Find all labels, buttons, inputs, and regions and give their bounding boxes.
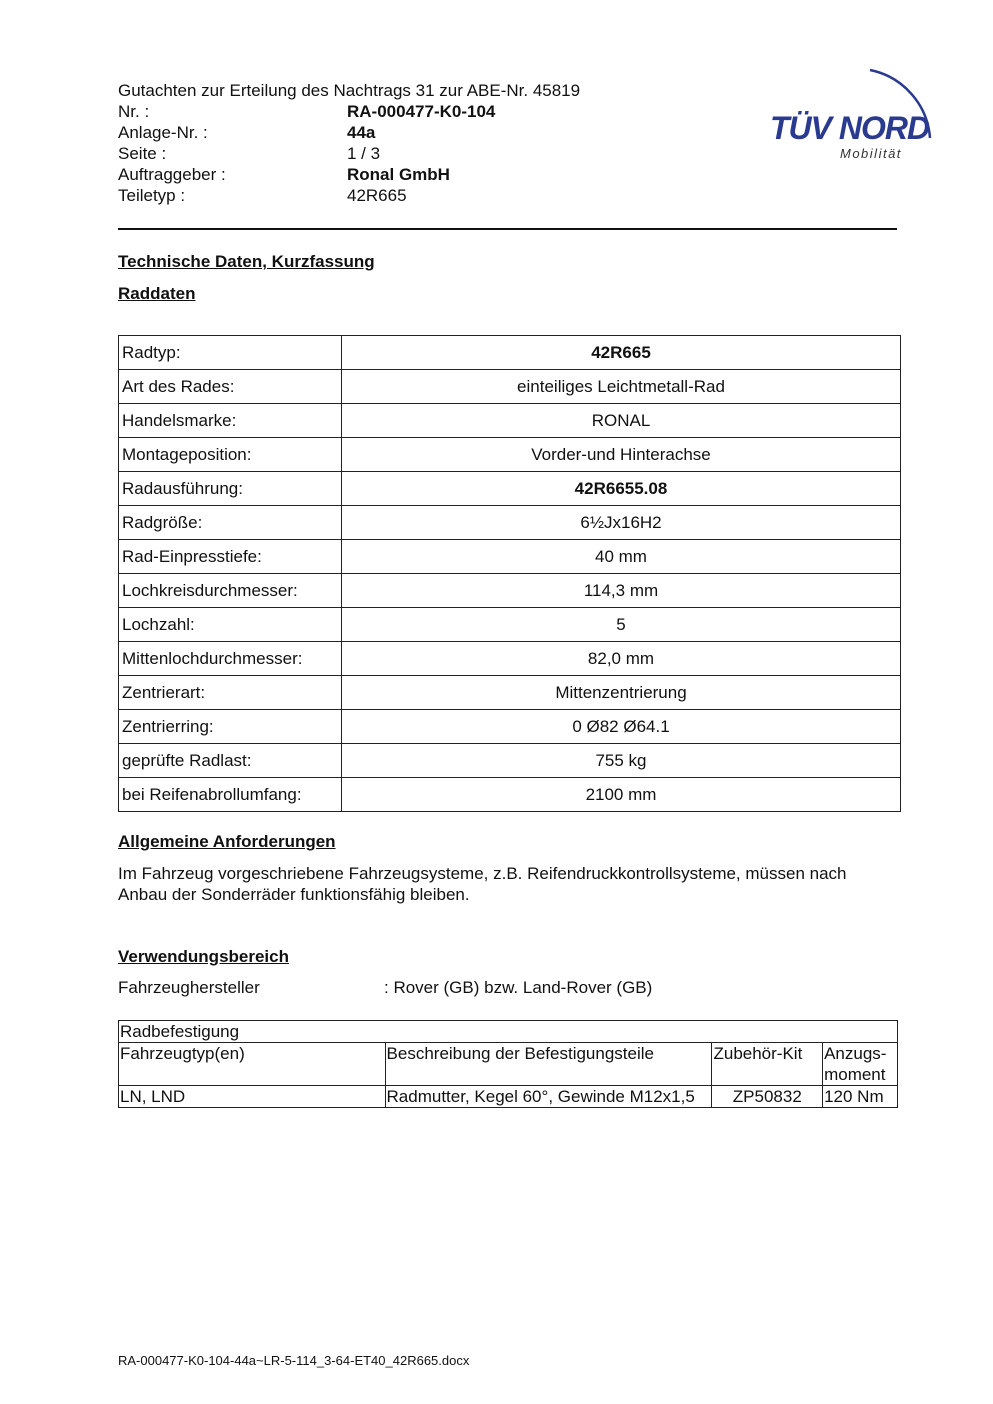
document-title: Gutachten zur Erteilung des Nachtrags 31 zur ABE-Nr. 45819: [118, 81, 581, 100]
header-value: 1 / 3: [347, 144, 381, 163]
fahrzeughersteller-value: : Rover (GB) bzw. Land-Rover (GB): [384, 978, 653, 997]
allgemein-paragraph: Im Fahrzeug vorgeschriebene Fahrzeugsysteme, z.B. Reifendruckkontrollsysteme, müssen nach Anbau der Sonderräder funktionsfähig bleiben.: [118, 864, 847, 904]
table-row: [119, 608, 901, 642]
row-label: bei Reifenabrollumfang:: [119, 778, 342, 812]
table-row: [119, 370, 901, 404]
header-row-nr: [118, 101, 758, 122]
heading-technische-daten: Technische Daten, Kurzfassung: [118, 252, 375, 271]
header-label: Seite :: [118, 144, 167, 163]
heading-raddaten: Raddaten: [118, 284, 196, 303]
column-header: Beschreibung der Befestigungsteile: [385, 1043, 712, 1086]
fahrzeughersteller-label: Fahrzeughersteller: [118, 978, 260, 997]
header-divider: [118, 228, 897, 230]
row-label: Handelsmarke:: [119, 404, 342, 438]
row-label: Lochzahl:: [119, 608, 342, 642]
row-value: 6½Jx16H2: [342, 506, 901, 540]
logo-subtitle: Mobilität: [840, 146, 902, 161]
radbefestigung-table: [118, 1020, 898, 1108]
cell-beschreibung: Radmutter, Kegel 60°, Gewinde M12x1,5: [385, 1086, 712, 1108]
row-value: 5: [342, 608, 901, 642]
row-label: Art des Rades:: [119, 370, 342, 404]
header-label: Nr. :: [118, 102, 150, 121]
cell-anzugsmoment: 120 Nm: [823, 1086, 898, 1108]
header-value: Ronal GmbH: [347, 165, 450, 184]
row-value: einteiliges Leichtmetall-Rad: [342, 370, 901, 404]
header-value: RA-000477-K0-104: [347, 102, 496, 121]
row-label: Mittenlochdurchmesser:: [119, 642, 342, 676]
header-label: Auftraggeber :: [118, 165, 226, 184]
table-row: [119, 1086, 898, 1108]
document-header: [118, 80, 758, 206]
header-label: Teiletyp :: [118, 186, 186, 205]
row-value: 114,3 mm: [342, 574, 901, 608]
header-value: 42R665: [347, 186, 407, 205]
table-row: [119, 404, 901, 438]
raddaten-table: [118, 335, 901, 812]
header-row-anlage: [118, 122, 758, 143]
table-row: [119, 744, 901, 778]
table-title-row: [119, 1021, 898, 1043]
row-value: 82,0 mm: [342, 642, 901, 676]
table-row: [119, 336, 901, 370]
row-value: 42R6655.08: [342, 472, 901, 506]
radbefestigung-title: Radbefestigung: [119, 1021, 898, 1043]
table-header-row: [119, 1043, 898, 1086]
table-row: [119, 438, 901, 472]
row-value: Vorder-und Hinterachse: [342, 438, 901, 472]
column-header: Fahrzeugtyp(en): [119, 1043, 386, 1086]
tuv-nord-logo: [770, 60, 950, 170]
row-value: RONAL: [342, 404, 901, 438]
row-label: Zentrierring:: [119, 710, 342, 744]
table-row: [119, 778, 901, 812]
table-row: [119, 506, 901, 540]
row-label: Rad-Einpresstiefe:: [119, 540, 342, 574]
row-label: Radgröße:: [119, 506, 342, 540]
row-label: Radtyp:: [119, 336, 342, 370]
heading-allgemeine-anforderungen: Allgemeine Anforderungen: [118, 832, 336, 851]
row-value: 2100 mm: [342, 778, 901, 812]
table-row: [119, 676, 901, 710]
table-row: [119, 574, 901, 608]
cell-zubehoer-kit: ZP50832: [712, 1086, 823, 1108]
header-row-auftraggeber: [118, 164, 758, 185]
table-row: [119, 540, 901, 574]
footer-filename: RA-000477-K0-104-44a~LR-5-114_3-64-ET40_42R665.docx: [118, 1353, 470, 1368]
row-value: 42R665: [342, 336, 901, 370]
header-row-teiletyp: [118, 185, 758, 206]
row-value: 755 kg: [342, 744, 901, 778]
table-row: [119, 642, 901, 676]
header-label: Anlage-Nr. :: [118, 123, 208, 142]
header-value: 44a: [347, 123, 376, 142]
row-label: Zentrierart:: [119, 676, 342, 710]
row-label: Montageposition:: [119, 438, 342, 472]
row-label: Lochkreisdurchmesser:: [119, 574, 342, 608]
column-header: Anzugs-moment: [823, 1043, 898, 1086]
cell-fahrzeugtyp: LN, LND: [119, 1086, 386, 1108]
logo-brand: TÜV NORD: [770, 110, 930, 146]
row-value: Mittenzentrierung: [342, 676, 901, 710]
row-value: 0 Ø82 Ø64.1: [342, 710, 901, 744]
fahrzeughersteller-row: [118, 978, 652, 998]
table-row: [119, 472, 901, 506]
header-row-seite: [118, 143, 758, 164]
table-row: [119, 710, 901, 744]
column-header: Zubehör-Kit: [712, 1043, 823, 1086]
row-value: 40 mm: [342, 540, 901, 574]
row-label: Radausführung:: [119, 472, 342, 506]
row-label: geprüfte Radlast:: [119, 744, 342, 778]
heading-verwendungsbereich: Verwendungsbereich: [118, 947, 289, 966]
